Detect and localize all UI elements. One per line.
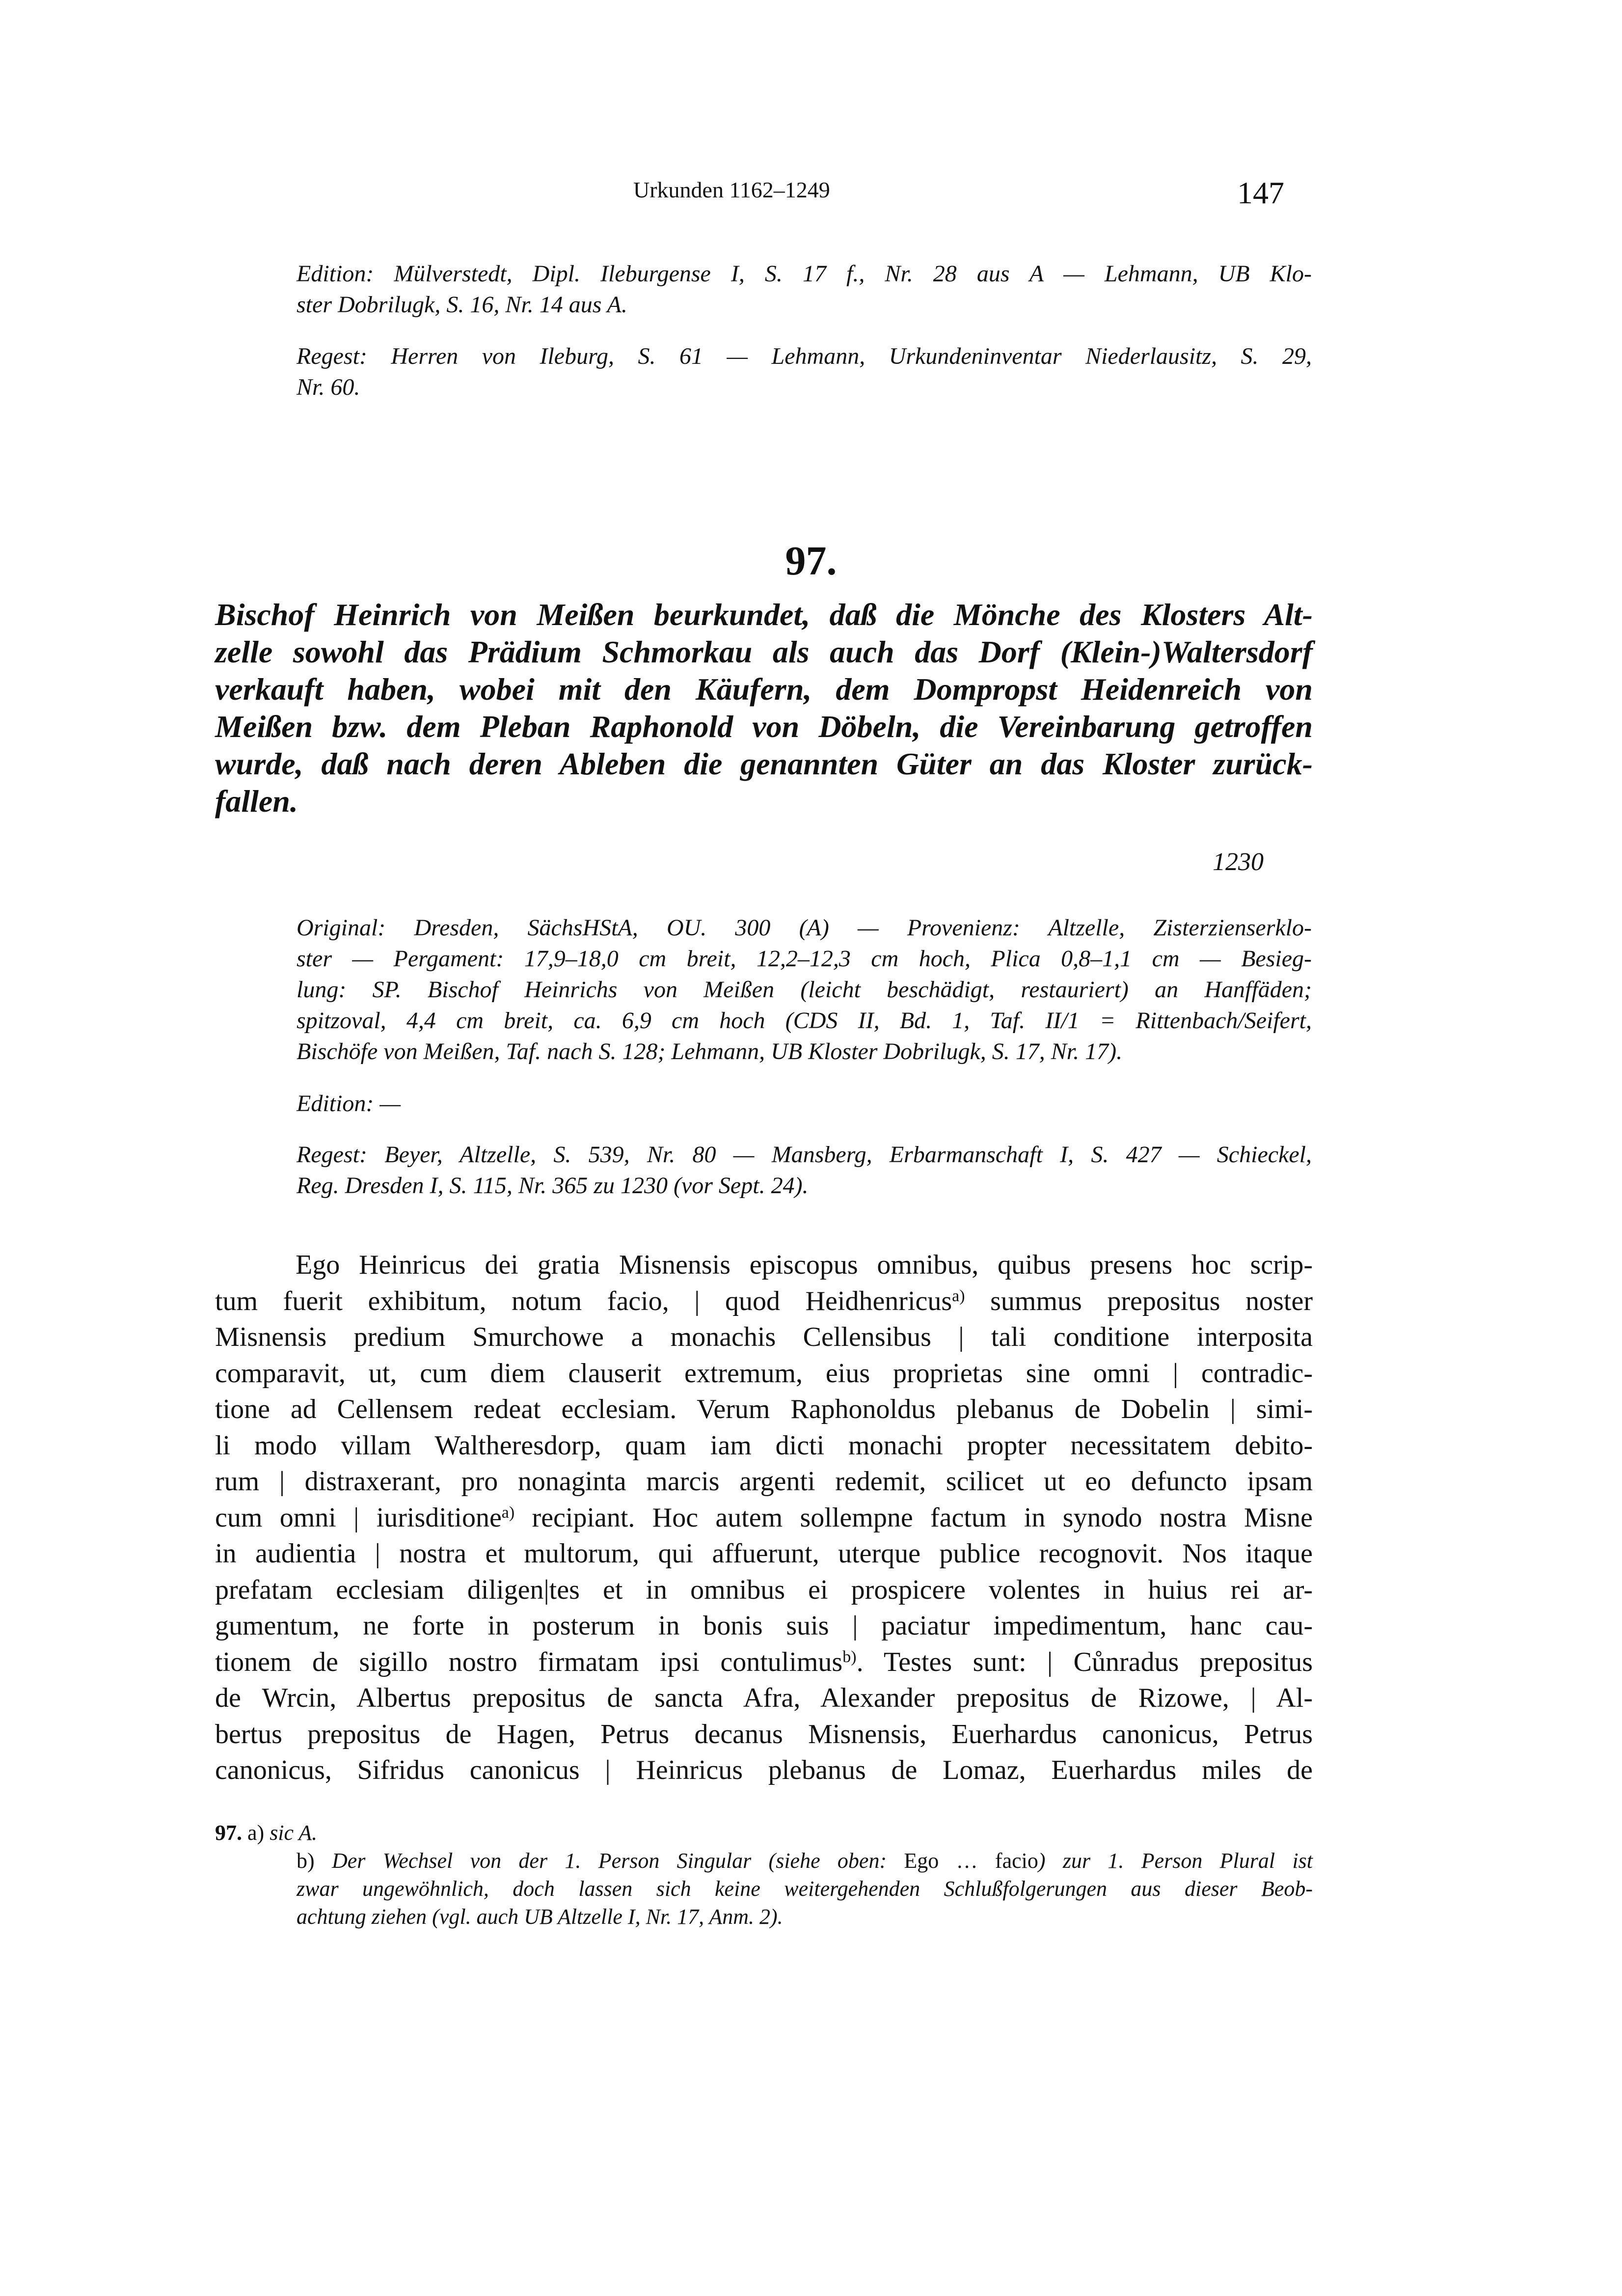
footnote-marker: a) [501, 1503, 515, 1522]
previous-regest-line: Regest: Herren von Ileburg, S. 61 — Lehmann, Urkundeninventar Niederlausitz, S. 29, [297, 343, 1312, 369]
edition-note [297, 1088, 1312, 1119]
charter-text-line: tione ad Cellensem redeat ecclesiam. Verum Raphonoldus plebanus de Dobelin | simi- [215, 1394, 1313, 1424]
previous-edition-line: ster Dobrilugk, S. 16, Nr. 14 aus A. [297, 292, 627, 318]
charter-text [215, 1247, 1313, 1789]
footnote-quoted-text: Ego … facio [904, 1849, 1038, 1873]
footnotes [215, 1819, 1313, 1931]
charter-text-line: rum | distraxerant, pro nonaginta marcis argenti redemit, scilicet ut eo defuncto ipsam [215, 1466, 1313, 1497]
footnote-label: b) [297, 1849, 315, 1873]
regest-references [297, 1139, 1312, 1201]
original-line: Original: Dresden, SächsHStA, OU. 300 (A) — Provenienz: Altzelle, Zisterzienserklo- [297, 915, 1312, 941]
charter-text-line: tionem de sigillo nostro firmatam ipsi contulimus$^{b)}$. Testes sunt: | Cůnradus prepositus [215, 1646, 1313, 1677]
regest-heading [215, 596, 1313, 820]
footnote-b-line: zwar ungewöhnlich, doch lassen sich keine weitergehenden Schlußfolgerungen aus dieser Beob- [297, 1877, 1313, 1901]
document-number: 97. [785, 538, 837, 584]
edition-line: Edition: — [297, 1091, 401, 1117]
charter-text-line: gumentum, ne forte in posterum in bonis suis | paciatur impedimentum, hanc cau- [215, 1611, 1313, 1641]
page-number: 147 [1237, 175, 1284, 210]
running-head: Urkunden 1162–1249 [633, 177, 830, 202]
regest-heading-line: verkauft haben, wobei mit den Käufern, dem Dompropst Heidenreich von [215, 672, 1313, 707]
footnote-document-number: 97. [215, 1821, 242, 1845]
regest-heading-line: Meißen bzw. dem Pleban Raphonold von Döbeln, die Vereinbarung getroffen [215, 709, 1313, 744]
charter-text-line: Misnensis predium Smurchowe a monachis Cellensibus | tali conditione interposita [215, 1322, 1313, 1352]
charter-text-line: Ego Heinricus dei gratia Misnensis episcopus omnibus, quibus presens hoc scrip- [296, 1250, 1313, 1280]
charter-text-line: li modo villam Waltheresdorp, quam iam dicti monachi propter necessitatem debito- [215, 1430, 1313, 1461]
charter-text-line: in audientia | nostra et multorum, qui affuerunt, uterque publice recognovit. Nos itaque [215, 1538, 1313, 1569]
footnote-a [215, 1819, 1313, 1847]
original-description [297, 912, 1312, 1067]
previous-edition-line: Edition: Mülverstedt, Dipl. Ileburgense I, S. 17 f., Nr. 28 aus A — Lehmann, UB Klo- [297, 261, 1312, 287]
footnote-b-line: achtung ziehen (vgl. auch UB Altzelle I, Nr. 17, Anm. 2). [297, 1905, 783, 1929]
regest-reference-line: Reg. Dresden I, S. 115, Nr. 365 zu 1230 (vor Sept. 24). [297, 1173, 809, 1199]
original-line: spitzoval, 4,4 cm breit, ca. 6,9 cm hoch (CDS II, Bd. 1, Taf. II/1 = Rittenbach/Seifert, [297, 1008, 1312, 1034]
original-line: ster — Pergament: 17,9–18,0 cm breit, 12,2–12,3 cm hoch, Plica 0,8–1,1 cm — Besieg- [297, 946, 1312, 972]
charter-text-line: prefatam ecclesiam diligen|tes et in omnibus ei prospicere volentes in huius rei ar- [215, 1574, 1313, 1605]
charter-text-line: de Wrcin, Albertus prepositus de sancta Afra, Alexander prepositus de Rizowe, | Al- [215, 1683, 1313, 1713]
footnote-marker: a) [952, 1286, 965, 1305]
previous-regest-line: Nr. 60. [297, 374, 360, 400]
document-date: 1230 [1213, 848, 1264, 876]
footnote-marker: b) [842, 1647, 857, 1666]
regest-heading-line: Bischof Heinrich von Meißen beurkundet, daß die Mönche des Klosters Alt- [215, 597, 1313, 632]
regest-reference-line: Regest: Beyer, Altzelle, S. 539, Nr. 80 — Mansberg, Erbarmanschaft I, S. 427 — Schieckel, [297, 1142, 1312, 1168]
regest-heading-line: zelle sowohl das Prädium Schmorkau als auch das Dorf (Klein-)Waltersdorf [215, 634, 1313, 669]
previous-regest-note [297, 341, 1312, 403]
footnote-label: a) [247, 1821, 265, 1845]
charter-text-line: comparavit, ut, cum diem clauserit extremum, eius proprietas sine omni | contradic- [215, 1358, 1313, 1389]
charter-text-line: canonicus, Sifridus canonicus | Heinricus plebanus de Lomaz, Euerhardus miles de [215, 1755, 1313, 1785]
regest-heading-line: wurde, daß nach deren Ableben die genannten Güter an das Kloster zurück- [215, 746, 1313, 781]
charter-text-line: bertus prepositus de Hagen, Petrus decanus Misnensis, Euerhardus canonicus, Petrus [215, 1719, 1313, 1749]
charter-text-line: cum omni | iurisditione$^{a)}$ recipiant. Hoc autem sollempne factum in synodo nostra Misne [215, 1502, 1313, 1533]
original-line: lung: SP. Bischof Heinrichs von Meißen (leicht beschädigt, restauriert) an Hanffäden; [297, 977, 1312, 1003]
footnote-text: sic A. [264, 1821, 318, 1845]
charter-text-line: tum fuerit exhibitum, notum facio, | quod Heidhenricus$^{a)}$ summus prepositus noster [215, 1285, 1313, 1316]
footnote-b: b) Der Wechsel von der 1. Person Singular (siehe oben: Ego … facio) zur 1. Person Plural ist [297, 1849, 1313, 1873]
regest-heading-line: fallen. [215, 784, 298, 819]
original-line: Bischöfe von Meißen, Taf. nach S. 128; Lehmann, UB Kloster Dobrilugk, S. 17, Nr. 17). [297, 1039, 1123, 1065]
previous-edition-note [297, 258, 1312, 320]
